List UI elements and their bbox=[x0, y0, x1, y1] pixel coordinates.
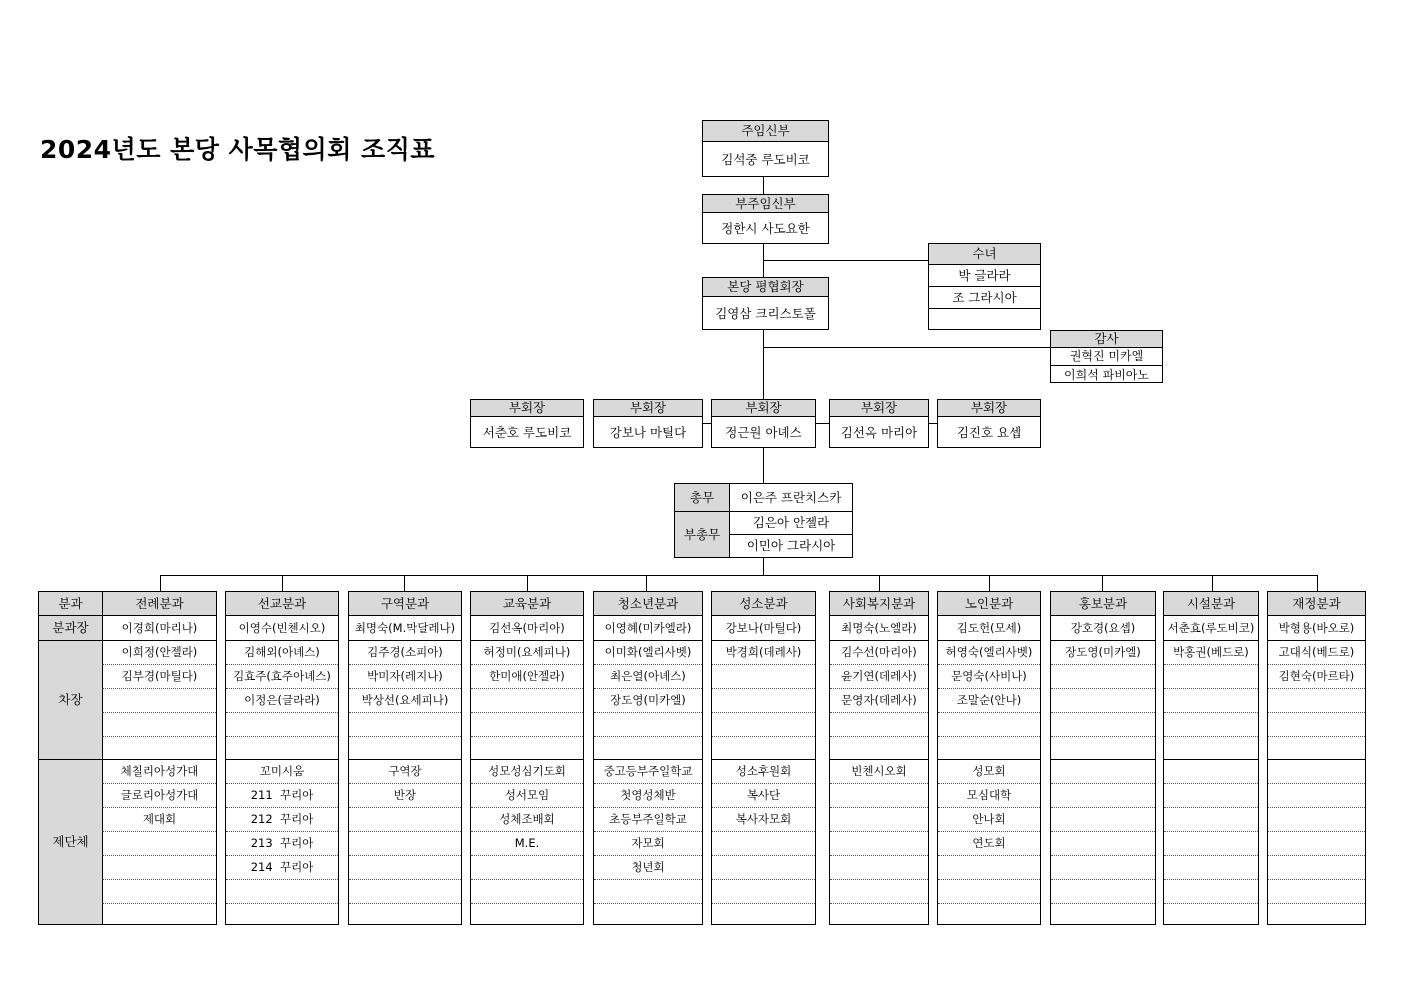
group-cell: 제대회 bbox=[103, 808, 216, 832]
group-cell: 211 꾸리아 bbox=[226, 784, 338, 808]
group-cell bbox=[1268, 880, 1365, 904]
audit-box bbox=[1050, 330, 1163, 383]
group-cell bbox=[1164, 784, 1258, 808]
department-name: 구역분과 bbox=[349, 592, 461, 616]
nuns-role: 수녀 bbox=[929, 244, 1040, 265]
deputy-cell: 이정은(글라라) bbox=[226, 689, 338, 713]
deputy-cell bbox=[1268, 737, 1365, 760]
group-cell: 꼬미시움 bbox=[226, 760, 338, 784]
vice-president-box bbox=[470, 399, 584, 448]
vp-name: 김선옥 마리아 bbox=[840, 425, 918, 440]
page-title: 2024년도 본당 사목협의회 조직표 bbox=[40, 135, 435, 164]
group-cell: 212 꾸리아 bbox=[226, 808, 338, 832]
vp-name: 김진호 요셉 bbox=[956, 425, 1022, 440]
group-cell: 중고등부주일학교 bbox=[594, 760, 702, 784]
connector-line bbox=[160, 575, 161, 591]
group-cell: 체칠리아성가대 bbox=[103, 760, 216, 784]
deputy-name: 김은아 안젤라 bbox=[730, 512, 852, 535]
group-cell bbox=[103, 832, 216, 856]
deputy-cell bbox=[471, 689, 583, 713]
department-column bbox=[593, 591, 703, 925]
deputy-cell: 장도영(미카엘) bbox=[594, 689, 702, 713]
deputy-cell: 최은열(아녜스) bbox=[594, 665, 702, 689]
deputy-cell bbox=[103, 737, 216, 760]
deputy-cell: 김부경(마틸다) bbox=[103, 665, 216, 689]
group-cell bbox=[349, 880, 461, 904]
group-cell bbox=[471, 904, 583, 924]
group-cell bbox=[1268, 904, 1365, 924]
deputy-cell bbox=[349, 713, 461, 737]
group-cell bbox=[1268, 808, 1365, 832]
group-cell bbox=[103, 880, 216, 904]
deputy-cell bbox=[712, 665, 815, 689]
department-head: 박형용(바오로) bbox=[1268, 616, 1365, 641]
group-cell bbox=[349, 856, 461, 880]
department-name: 선교분과 bbox=[226, 592, 338, 616]
group-cell bbox=[830, 832, 928, 856]
group-cell bbox=[1268, 760, 1365, 784]
department-column bbox=[829, 591, 929, 925]
department-column bbox=[1050, 591, 1156, 925]
group-cell bbox=[938, 856, 1040, 880]
group-cell: 214 꾸리아 bbox=[226, 856, 338, 880]
group-cell bbox=[471, 880, 583, 904]
vp-role: 부회장 bbox=[938, 400, 1040, 417]
connector-line bbox=[646, 575, 647, 591]
group-cell: 성모성심기도회 bbox=[471, 760, 583, 784]
label-deputy: 차장 bbox=[39, 641, 102, 760]
vp-role: 부회장 bbox=[471, 400, 583, 417]
group-cell bbox=[712, 832, 815, 856]
vp-role: 부회장 bbox=[712, 400, 815, 417]
deputy-name: 이민아 그라시아 bbox=[746, 538, 836, 553]
deputy-cell: 박상선(요세피나) bbox=[349, 689, 461, 713]
vice-president-box bbox=[829, 399, 929, 448]
group-cell: 안나회 bbox=[938, 808, 1040, 832]
group-cell: 빈첸시오회 bbox=[830, 760, 928, 784]
group-cell bbox=[938, 880, 1040, 904]
vice-president-box bbox=[593, 399, 703, 448]
department-name: 성소분과 bbox=[712, 592, 815, 616]
group-cell bbox=[1051, 784, 1155, 808]
group-cell bbox=[1051, 760, 1155, 784]
group-cell bbox=[1051, 808, 1155, 832]
department-head: 이영수(빈첸시오) bbox=[226, 616, 338, 641]
deputy-role: 부총무 bbox=[675, 512, 730, 557]
group-cell bbox=[1051, 856, 1155, 880]
group-cell bbox=[471, 856, 583, 880]
department-name: 전례분과 bbox=[103, 592, 216, 616]
department-head: 최명숙(M.막달레나) bbox=[349, 616, 461, 641]
group-cell bbox=[594, 880, 702, 904]
connector-line bbox=[404, 575, 405, 591]
group-cell: 구역장 bbox=[349, 760, 461, 784]
deputy-cell bbox=[1051, 737, 1155, 760]
deputy-cell: 이희정(안젤라) bbox=[103, 641, 216, 665]
department-name: 교육분과 bbox=[471, 592, 583, 616]
label-groups: 제단체 bbox=[52, 834, 89, 849]
deputy-cell: 이미화(엘리사벳) bbox=[594, 641, 702, 665]
deputy-cell bbox=[1164, 713, 1258, 737]
group-cell bbox=[712, 856, 815, 880]
group-cell bbox=[830, 856, 928, 880]
department-name: 청소년분과 bbox=[594, 592, 702, 616]
deputy-cell bbox=[712, 689, 815, 713]
group-cell bbox=[103, 856, 216, 880]
deputy-cell: 허정미(요세피나) bbox=[471, 641, 583, 665]
deputy-cell: 김효주(효주아녜스) bbox=[226, 665, 338, 689]
department-column bbox=[225, 591, 339, 925]
deputy-cell bbox=[1268, 713, 1365, 737]
group-cell bbox=[1164, 880, 1258, 904]
connector-line bbox=[815, 423, 830, 424]
group-cell: 모심대학 bbox=[938, 784, 1040, 808]
vp-name: 서춘호 루도비코 bbox=[482, 425, 572, 440]
group-cell: 청년회 bbox=[594, 856, 702, 880]
general-name: 이은주 프란치스카 bbox=[730, 484, 852, 512]
department-head: 김도헌(모세) bbox=[938, 616, 1040, 641]
group-cell: 213 꾸리아 bbox=[226, 832, 338, 856]
group-cell bbox=[103, 904, 216, 924]
group-cell: 글로리아성가대 bbox=[103, 784, 216, 808]
group-cell bbox=[349, 904, 461, 924]
connector-line bbox=[989, 575, 990, 591]
deputy-cell bbox=[938, 713, 1040, 737]
connector-line bbox=[282, 575, 283, 591]
group-cell bbox=[1164, 904, 1258, 924]
department-name: 시설분과 bbox=[1164, 592, 1258, 616]
deputy-cell: 허영숙(엘리사벳) bbox=[938, 641, 1040, 665]
group-cell bbox=[349, 808, 461, 832]
audit-role: 감사 bbox=[1051, 331, 1162, 348]
deputy-cell bbox=[1051, 665, 1155, 689]
deputy-cell bbox=[226, 737, 338, 760]
connector-line bbox=[763, 447, 764, 483]
deputy-cell: 문영숙(사비나) bbox=[938, 665, 1040, 689]
nuns-box bbox=[928, 243, 1041, 330]
assistant-name: 정한시 사도요한 bbox=[721, 221, 810, 236]
connector-line bbox=[763, 260, 929, 261]
deputy-cell bbox=[349, 737, 461, 760]
deputy-cell bbox=[830, 737, 928, 760]
group-cell: 연도회 bbox=[938, 832, 1040, 856]
group-cell bbox=[1268, 784, 1365, 808]
group-cell: 성모회 bbox=[938, 760, 1040, 784]
deputy-cell: 고대식(베드로) bbox=[1268, 641, 1365, 665]
president-role: 본당 평협회장 bbox=[703, 278, 828, 297]
connector-line bbox=[763, 176, 764, 194]
group-cell bbox=[830, 880, 928, 904]
deputy-cell bbox=[471, 713, 583, 737]
president-name: 김영삼 크리스토폴 bbox=[715, 306, 816, 321]
row-label-column bbox=[38, 591, 103, 925]
department-head: 강호경(요셉) bbox=[1051, 616, 1155, 641]
deputy-cell bbox=[1051, 689, 1155, 713]
nun-name bbox=[929, 309, 1040, 329]
group-cell: M.E. bbox=[471, 832, 583, 856]
assistant-role: 부주임신부 bbox=[703, 195, 828, 213]
nun-name: 박 글라라 bbox=[929, 265, 1040, 287]
deputy-cell: 조말순(안나) bbox=[938, 689, 1040, 713]
group-cell bbox=[594, 904, 702, 924]
department-column bbox=[348, 591, 462, 925]
vp-name: 강보나 마틸다 bbox=[609, 425, 687, 440]
vp-role: 부회장 bbox=[830, 400, 928, 417]
label-head: 분과장 bbox=[39, 616, 102, 641]
deputy-cell bbox=[938, 737, 1040, 760]
department-column bbox=[1267, 591, 1366, 925]
group-cell bbox=[1051, 880, 1155, 904]
deputy-cell bbox=[1164, 737, 1258, 760]
department-head: 이영혜(미카엘라) bbox=[594, 616, 702, 641]
group-cell bbox=[1051, 832, 1155, 856]
department-column bbox=[937, 591, 1041, 925]
connector-line bbox=[527, 575, 528, 591]
group-cell bbox=[226, 904, 338, 924]
department-column bbox=[102, 591, 217, 925]
department-name: 재정분과 bbox=[1268, 592, 1365, 616]
group-cell bbox=[830, 904, 928, 924]
department-head: 이경희(마리나) bbox=[103, 616, 216, 641]
deputy-cell: 김주경(소피아) bbox=[349, 641, 461, 665]
group-cell: 성서모임 bbox=[471, 784, 583, 808]
department-name: 노인분과 bbox=[938, 592, 1040, 616]
vp-name: 정근원 아녜스 bbox=[725, 425, 802, 440]
pastor-name: 김석중 루도비코 bbox=[721, 152, 810, 167]
connector-line bbox=[1212, 575, 1213, 591]
vice-president-box bbox=[711, 399, 816, 448]
deputy-cell: 문영자(데레사) bbox=[830, 689, 928, 713]
group-cell bbox=[938, 904, 1040, 924]
connector-line bbox=[763, 329, 764, 399]
group-cell bbox=[1268, 832, 1365, 856]
department-head: 최명숙(노엘라) bbox=[830, 616, 928, 641]
department-name: 사회복지분과 bbox=[830, 592, 928, 616]
vp-role: 부회장 bbox=[594, 400, 702, 417]
deputy-cell: 김해외(아녜스) bbox=[226, 641, 338, 665]
audit-name: 이희석 파비아노 bbox=[1064, 367, 1149, 382]
connector-line bbox=[763, 347, 1051, 348]
group-cell bbox=[1164, 760, 1258, 784]
general-role: 총무 bbox=[675, 484, 730, 512]
pastor-role: 주임신부 bbox=[703, 121, 828, 142]
group-cell bbox=[226, 880, 338, 904]
deputy-cell bbox=[594, 713, 702, 737]
group-cell bbox=[1164, 832, 1258, 856]
label-dept: 분과 bbox=[39, 592, 102, 616]
nun-name: 조 그라시아 bbox=[929, 287, 1040, 309]
deputy-cell: 윤기연(데레사) bbox=[830, 665, 928, 689]
group-cell bbox=[1164, 856, 1258, 880]
department-column bbox=[711, 591, 816, 925]
group-cell bbox=[1164, 808, 1258, 832]
group-cell bbox=[712, 904, 815, 924]
assistant-pastor-box bbox=[702, 194, 829, 244]
deputy-cell bbox=[712, 737, 815, 760]
president-box bbox=[702, 277, 829, 330]
deputy-cell: 박경희(데레사) bbox=[712, 641, 815, 665]
deputy-cell: 박홍권(베드로) bbox=[1164, 641, 1258, 665]
deputy-cell: 김현숙(마르타) bbox=[1268, 665, 1365, 689]
deputy-cell bbox=[1164, 665, 1258, 689]
group-cell: 복사자모회 bbox=[712, 808, 815, 832]
deputy-cell bbox=[594, 737, 702, 760]
deputy-cell bbox=[471, 737, 583, 760]
group-cell: 반장 bbox=[349, 784, 461, 808]
group-cell bbox=[349, 832, 461, 856]
deputy-cell bbox=[1164, 689, 1258, 713]
group-cell: 성체조배회 bbox=[471, 808, 583, 832]
deputy-cell: 박미자(레지나) bbox=[349, 665, 461, 689]
pastor-box bbox=[702, 120, 829, 177]
connector-line bbox=[1102, 575, 1103, 591]
department-head: 강보나(마틸다) bbox=[712, 616, 815, 641]
vice-president-box bbox=[937, 399, 1041, 448]
group-cell: 복사단 bbox=[712, 784, 815, 808]
connector-line bbox=[763, 557, 764, 575]
connector-line bbox=[160, 575, 1317, 576]
deputy-cell: 김수선(마리아) bbox=[830, 641, 928, 665]
group-cell: 자모회 bbox=[594, 832, 702, 856]
connector-line bbox=[879, 575, 880, 591]
deputy-cell bbox=[226, 713, 338, 737]
department-name: 홍보분과 bbox=[1051, 592, 1155, 616]
group-cell bbox=[1268, 856, 1365, 880]
department-head: 서춘효(루도비코) bbox=[1164, 616, 1258, 641]
group-cell: 성소후원회 bbox=[712, 760, 815, 784]
audit-name: 권혁진 미카엘 bbox=[1051, 348, 1162, 366]
group-cell bbox=[1051, 904, 1155, 924]
group-cell bbox=[712, 880, 815, 904]
deputy-cell bbox=[103, 689, 216, 713]
group-cell bbox=[830, 784, 928, 808]
group-cell: 초등부주일학교 bbox=[594, 808, 702, 832]
deputy-cell: 장도영(미카엘) bbox=[1051, 641, 1155, 665]
deputy-cell bbox=[830, 713, 928, 737]
connector-line bbox=[1317, 575, 1318, 591]
department-column bbox=[470, 591, 584, 925]
deputy-cell bbox=[103, 713, 216, 737]
department-column bbox=[1163, 591, 1259, 925]
deputy-cell: 한미애(안젤라) bbox=[471, 665, 583, 689]
department-head: 김선옥(마리아) bbox=[471, 616, 583, 641]
general-affairs-box bbox=[674, 483, 853, 558]
deputy-cell bbox=[1268, 689, 1365, 713]
deputy-cell bbox=[712, 713, 815, 737]
deputy-cell bbox=[1051, 713, 1155, 737]
group-cell bbox=[830, 808, 928, 832]
group-cell: 첫영성체반 bbox=[594, 784, 702, 808]
